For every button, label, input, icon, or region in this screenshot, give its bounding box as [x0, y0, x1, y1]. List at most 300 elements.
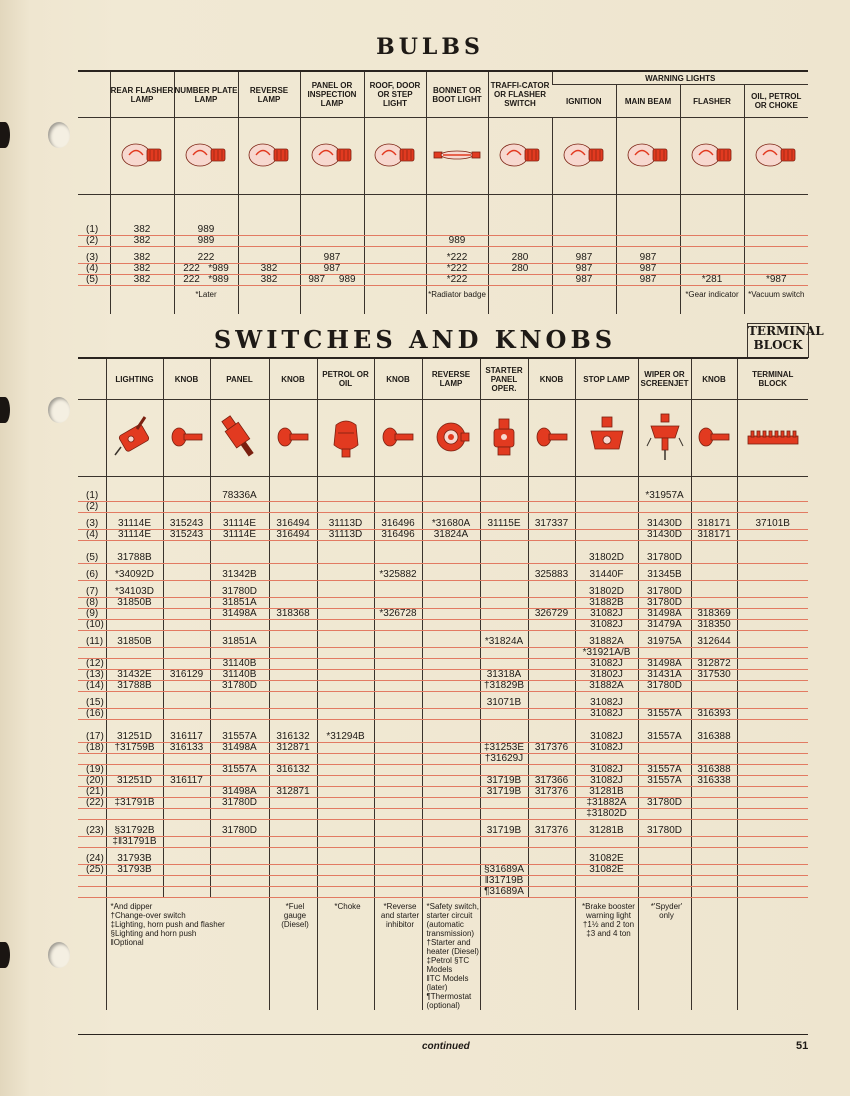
knob-icon — [163, 400, 210, 477]
switch-part-number — [691, 865, 737, 876]
oil-switch-icon — [317, 400, 374, 477]
model-index: (22) — [78, 798, 106, 809]
switch-part-number — [163, 837, 210, 848]
switch-model-row — [78, 491, 808, 502]
bulb-icon — [364, 118, 426, 195]
spacer-cell — [480, 477, 528, 492]
switch-part-number — [480, 609, 528, 620]
switch-part-number — [422, 854, 480, 865]
switch-part-number: 31115E — [480, 519, 528, 530]
switch-part-number — [422, 837, 480, 848]
model-index: (25) — [78, 865, 106, 876]
switch-part-number — [422, 865, 480, 876]
bulbs-title: BULBS — [376, 34, 484, 60]
switch-part-number: 31071B — [480, 698, 528, 709]
switch-part-number — [691, 837, 737, 848]
switch-part-number — [210, 887, 269, 898]
switch-part-number: ‡31253E — [480, 743, 528, 754]
switch-part-number: 31082J — [575, 609, 638, 620]
bulb-part-number — [744, 253, 808, 264]
switch-part-number: 31082J — [575, 698, 638, 709]
switch-part-number — [374, 637, 422, 648]
switches-title: SWITCHES AND KNOBS — [213, 325, 617, 354]
switch-part-number: 316129 — [163, 670, 210, 681]
bulb-part-number: 989 — [174, 236, 238, 247]
switch-part-number: 312871 — [269, 743, 317, 754]
switch-part-number: 78336A — [210, 491, 269, 502]
bulb-icon — [238, 118, 300, 195]
switch-part-number: *31680A — [422, 519, 480, 530]
model-index: (3) — [78, 519, 106, 530]
switch-part-number — [528, 620, 575, 631]
bulb-icon — [680, 118, 744, 195]
switch-part-number: 31719B — [480, 787, 528, 798]
switch-model-row — [78, 570, 808, 581]
switch-part-number — [269, 681, 317, 692]
spacer-cell — [691, 477, 737, 492]
switch-part-number: 318171 — [691, 519, 737, 530]
switch-part-number — [317, 887, 374, 898]
switch-part-number — [317, 502, 374, 513]
bulb-footnote — [552, 286, 616, 315]
switch-part-number — [422, 876, 480, 887]
switch-part-number: 316388 — [691, 765, 737, 776]
switch-part-number — [528, 491, 575, 502]
switch-part-number — [480, 587, 528, 598]
switch-part-number — [269, 598, 317, 609]
switch-part-number: †31829B — [480, 681, 528, 692]
switch-part-number: 31498A — [638, 609, 691, 620]
switch-part-number — [422, 553, 480, 564]
switch-part-number: 31114E — [210, 519, 269, 530]
switch-part-number: 31498A — [210, 743, 269, 754]
model-index: (4) — [78, 264, 110, 275]
switch-part-number — [317, 587, 374, 598]
switch-part-number — [106, 620, 163, 631]
model-index: (5) — [78, 553, 106, 564]
terminal-block-icon — [737, 400, 808, 477]
switch-part-number — [374, 491, 422, 502]
bulb-column-header: ROOF, DOOR OR STEP LIGHT — [364, 72, 426, 118]
bulb-part-number: 987 — [552, 264, 616, 275]
switch-part-number: 31342B — [210, 570, 269, 581]
switch-part-number: 316132 — [269, 765, 317, 776]
switch-part-number — [691, 887, 737, 898]
switch-part-number: 31430D — [638, 519, 691, 530]
switch-part-number — [422, 809, 480, 820]
switch-part-number: 31479A — [638, 620, 691, 631]
model-index — [78, 887, 106, 898]
switch-part-number — [422, 491, 480, 502]
switch-part-number — [163, 681, 210, 692]
switch-part-number — [737, 865, 808, 876]
switch-part-number: 31793B — [106, 854, 163, 865]
switch-part-number — [691, 681, 737, 692]
bulb-icon — [616, 118, 680, 195]
bulb-model-row — [78, 236, 808, 247]
switch-model-row — [78, 709, 808, 720]
switch-part-number — [737, 798, 808, 809]
switch-part-number: 31281B — [575, 826, 638, 837]
switch-part-number — [163, 553, 210, 564]
bulb-part-number — [300, 225, 364, 236]
switch-part-number — [422, 502, 480, 513]
switch-part-number — [422, 776, 480, 787]
switch-part-number — [163, 865, 210, 876]
switch-model-row — [78, 553, 808, 564]
switch-part-number: 31780D — [210, 798, 269, 809]
switch-part-number — [691, 754, 737, 765]
switch-part-number — [480, 553, 528, 564]
bulb-column-header: TRAFFI-CATOR OR FLASHER SWITCH — [488, 72, 552, 118]
switch-part-number — [422, 620, 480, 631]
switch-part-number — [374, 754, 422, 765]
switch-part-number: 31114E — [106, 519, 163, 530]
binder-ring — [0, 942, 10, 968]
bulbs-icon-row — [78, 118, 808, 195]
bulb-column-header: REAR FLASHER LAMP — [110, 72, 174, 118]
switch-part-number — [528, 876, 575, 887]
switch-part-number — [480, 502, 528, 513]
switch-part-number: 31251D — [106, 776, 163, 787]
switch-part-number — [422, 670, 480, 681]
bulb-part-number: *222 — [426, 253, 488, 264]
switch-part-number — [422, 609, 480, 620]
binder-hole — [48, 122, 70, 148]
switch-part-number — [528, 798, 575, 809]
switch-part-number — [638, 876, 691, 887]
switch-part-number: 31780D — [638, 587, 691, 598]
continued-label: continued — [422, 1041, 470, 1052]
switch-column-header: TERMINAL BLOCK — [737, 359, 808, 400]
switch-footnote: *Brake booster warning light †1½ and 2 ton ‡3 and 4 ton — [575, 898, 638, 1011]
switch-part-number — [575, 876, 638, 887]
model-index: (18) — [78, 743, 106, 754]
switch-part-number — [737, 598, 808, 609]
switch-part-number: 31850B — [106, 598, 163, 609]
switch-part-number — [528, 598, 575, 609]
switch-part-number: 31140B — [210, 670, 269, 681]
switches-header-row — [78, 359, 808, 400]
switch-column-header: WIPER OR SCREENJET — [638, 359, 691, 400]
switch-footnote: *And dipper †Change-over switch ‡Lighting, horn push and flasher §Lighting and horn push ‖Optional — [106, 898, 269, 1011]
switch-part-number — [317, 570, 374, 581]
switch-model-row — [78, 837, 808, 848]
warning-light-column-header: MAIN BEAM — [616, 85, 680, 118]
switch-part-number — [163, 609, 210, 620]
switch-part-number: 31780D — [210, 681, 269, 692]
switch-part-number — [422, 743, 480, 754]
switch-model-row — [78, 681, 808, 692]
knob-icon — [691, 400, 737, 477]
switch-part-number — [374, 648, 422, 659]
switch-part-number: 31802J — [575, 670, 638, 681]
page-number: 51 — [796, 1040, 809, 1052]
switch-part-number: 31719B — [480, 826, 528, 837]
bulb-model-row — [78, 253, 808, 264]
switch-part-number — [317, 865, 374, 876]
switch-part-number — [317, 798, 374, 809]
row-label-header — [78, 72, 110, 118]
switch-part-number — [374, 709, 422, 720]
switch-part-number — [269, 776, 317, 787]
switch-part-number — [163, 620, 210, 631]
switch-part-number: 31498A — [638, 659, 691, 670]
bulb-part-number: 987 — [552, 253, 616, 264]
switch-part-number: 31082J — [575, 743, 638, 754]
switch-part-number — [374, 765, 422, 776]
switch-part-number: 315243 — [163, 519, 210, 530]
bulb-part-number — [364, 264, 426, 275]
spacer-cell — [364, 195, 426, 226]
switch-part-number — [163, 570, 210, 581]
switch-part-number: †31629J — [480, 754, 528, 765]
spacer-cell — [737, 477, 808, 492]
switch-part-number: §31689A — [480, 865, 528, 876]
bulb-part-number — [488, 275, 552, 286]
switch-part-number — [317, 765, 374, 776]
switch-part-number: 31780D — [638, 826, 691, 837]
switch-part-number — [374, 743, 422, 754]
icon-row-label — [78, 118, 110, 195]
model-index: (11) — [78, 637, 106, 648]
switch-part-number — [528, 553, 575, 564]
switch-part-number — [528, 765, 575, 776]
switch-part-number — [528, 732, 575, 743]
switch-part-number — [106, 787, 163, 798]
switch-part-number: 31851A — [210, 637, 269, 648]
bulb-part-number — [616, 236, 680, 247]
switch-part-number — [480, 491, 528, 502]
bulbs-group-header-row — [78, 72, 808, 85]
switch-part-number — [210, 754, 269, 765]
switch-part-number — [638, 865, 691, 876]
switch-part-number — [374, 598, 422, 609]
switch-part-number — [638, 887, 691, 898]
switch-part-number — [691, 598, 737, 609]
switch-part-number — [163, 491, 210, 502]
switch-model-row — [78, 598, 808, 609]
spacer-cell — [269, 477, 317, 492]
switch-part-number — [374, 809, 422, 820]
bulb-footnote: *Later — [174, 286, 238, 315]
switch-part-number: 31082J — [575, 765, 638, 776]
switch-part-number: 31780D — [638, 798, 691, 809]
bulb-part-number — [744, 225, 808, 236]
switch-part-number — [374, 826, 422, 837]
switch-part-number: *31957A — [638, 491, 691, 502]
switch-part-number: 318171 — [691, 530, 737, 541]
switch-part-number — [210, 809, 269, 820]
bulb-part-number — [744, 236, 808, 247]
switch-part-number — [374, 887, 422, 898]
terminal-block-title: TERMINAL BLOCK — [747, 323, 809, 358]
switch-part-number — [163, 765, 210, 776]
switch-part-number: 31975A — [638, 637, 691, 648]
switch-part-number: §31792B — [106, 826, 163, 837]
switch-column-header: STARTER PANEL OPER. — [480, 359, 528, 400]
bulb-part-number: 987 — [300, 253, 364, 264]
switch-part-number — [210, 502, 269, 513]
switch-part-number — [374, 732, 422, 743]
switch-part-number — [737, 765, 808, 776]
switch-part-number: 31557A — [638, 732, 691, 743]
switch-part-number: 326729 — [528, 609, 575, 620]
switch-part-number — [106, 809, 163, 820]
switch-model-row — [78, 530, 808, 541]
bulbs-table — [78, 72, 808, 314]
switch-model-row — [78, 743, 808, 754]
switch-part-number — [737, 709, 808, 720]
switch-part-number — [528, 587, 575, 598]
switch-part-number — [422, 765, 480, 776]
switch-part-number — [528, 837, 575, 848]
bulb-part-number — [426, 225, 488, 236]
switch-model-row — [78, 876, 808, 887]
switch-part-number — [691, 809, 737, 820]
model-index: (3) — [78, 253, 110, 264]
switch-part-number — [106, 491, 163, 502]
spacer-cell — [300, 195, 364, 226]
spacer-cell — [680, 195, 744, 226]
toggle-switch-icon — [106, 400, 163, 477]
switch-part-number — [422, 587, 480, 598]
switch-part-number: 316117 — [163, 776, 210, 787]
switch-part-number — [528, 698, 575, 709]
switch-part-number — [737, 826, 808, 837]
switch-part-number: 31082E — [575, 865, 638, 876]
bulb-part-number — [364, 275, 426, 286]
bulb-part-number: 987 989 — [300, 275, 364, 286]
bulb-part-number — [488, 236, 552, 247]
switch-part-number: ‡31802D — [575, 809, 638, 820]
switch-part-number: 31802D — [575, 553, 638, 564]
model-index: (9) — [78, 609, 106, 620]
switch-model-row — [78, 698, 808, 709]
switch-model-row — [78, 776, 808, 787]
switch-model-row — [78, 754, 808, 765]
switch-model-row — [78, 865, 808, 876]
bulb-footnote — [238, 286, 300, 315]
spacer-cell — [110, 195, 174, 226]
switches-icon-row — [78, 400, 808, 477]
switch-part-number: 317376 — [528, 743, 575, 754]
switch-part-number: 312644 — [691, 637, 737, 648]
switch-column-header: KNOB — [163, 359, 210, 400]
switch-model-row — [78, 648, 808, 659]
model-index — [78, 837, 106, 848]
switch-model-row — [78, 519, 808, 530]
switch-part-number — [737, 530, 808, 541]
switch-part-number — [374, 798, 422, 809]
switch-part-number — [163, 698, 210, 709]
switch-part-number — [269, 876, 317, 887]
switch-part-number — [374, 698, 422, 709]
switch-part-number — [480, 648, 528, 659]
switch-part-number — [269, 659, 317, 670]
switch-part-number — [269, 637, 317, 648]
switch-part-number — [480, 659, 528, 670]
switches-spacer-row — [78, 477, 808, 492]
switch-part-number: 312872 — [691, 659, 737, 670]
switch-part-number — [638, 837, 691, 848]
switch-part-number — [374, 876, 422, 887]
switch-part-number — [691, 743, 737, 754]
spacer-cell — [174, 195, 238, 226]
switch-part-number — [691, 587, 737, 598]
switch-column-header: KNOB — [691, 359, 737, 400]
switch-part-number — [269, 620, 317, 631]
switch-part-number — [106, 765, 163, 776]
switch-column-header: PANEL — [210, 359, 269, 400]
switch-part-number — [528, 754, 575, 765]
spacer-cell — [552, 195, 616, 226]
switch-column-header: KNOB — [528, 359, 575, 400]
switch-model-row — [78, 787, 808, 798]
switch-part-number — [106, 502, 163, 513]
bulb-footnote: *Gear indicator — [680, 286, 744, 315]
model-index: (24) — [78, 854, 106, 865]
switch-part-number — [106, 887, 163, 898]
bulb-part-number — [364, 225, 426, 236]
switch-part-number: *31294B — [317, 732, 374, 743]
model-index: (19) — [78, 765, 106, 776]
switch-part-number — [691, 491, 737, 502]
switch-part-number — [269, 502, 317, 513]
bulb-part-number — [552, 236, 616, 247]
switch-part-number: 317376 — [528, 787, 575, 798]
switch-part-number — [163, 787, 210, 798]
bulb-part-number: 382 — [238, 264, 300, 275]
switch-column-header: STOP LAMP — [575, 359, 638, 400]
bulbs-notes-row — [78, 286, 808, 315]
switch-footnote: *Reverse and starter inhibitor — [374, 898, 422, 1011]
switch-part-number — [269, 553, 317, 564]
switch-part-number — [422, 698, 480, 709]
bulb-part-number: 222 *989 — [174, 264, 238, 275]
switch-part-number — [691, 854, 737, 865]
switch-part-number: 31281B — [575, 787, 638, 798]
switch-part-number — [210, 776, 269, 787]
switch-footnote — [480, 898, 575, 1011]
switch-part-number — [374, 865, 422, 876]
switch-part-number — [317, 648, 374, 659]
bulb-part-number: 987 — [300, 264, 364, 275]
switch-part-number — [528, 865, 575, 876]
reverse-lamp-switch-icon — [422, 400, 480, 477]
switch-part-number — [737, 887, 808, 898]
row-label-header — [78, 359, 106, 400]
switch-model-row — [78, 809, 808, 820]
bulb-part-number — [616, 225, 680, 236]
bulb-footnote — [110, 286, 174, 315]
switch-part-number — [638, 648, 691, 659]
model-index: (15) — [78, 698, 106, 709]
switch-part-number — [737, 854, 808, 865]
switch-part-number — [269, 648, 317, 659]
bulb-part-number: 987 — [552, 275, 616, 286]
switch-part-number: 31431A — [638, 670, 691, 681]
bulb-part-number: 382 — [110, 225, 174, 236]
switch-part-number — [638, 809, 691, 820]
bulb-model-row — [78, 225, 808, 236]
switch-part-number — [422, 826, 480, 837]
switch-part-number: ¶31689A — [480, 887, 528, 898]
switch-part-number — [575, 519, 638, 530]
switch-part-number — [374, 787, 422, 798]
starter-switch-icon — [480, 400, 528, 477]
switch-part-number: 316132 — [269, 732, 317, 743]
